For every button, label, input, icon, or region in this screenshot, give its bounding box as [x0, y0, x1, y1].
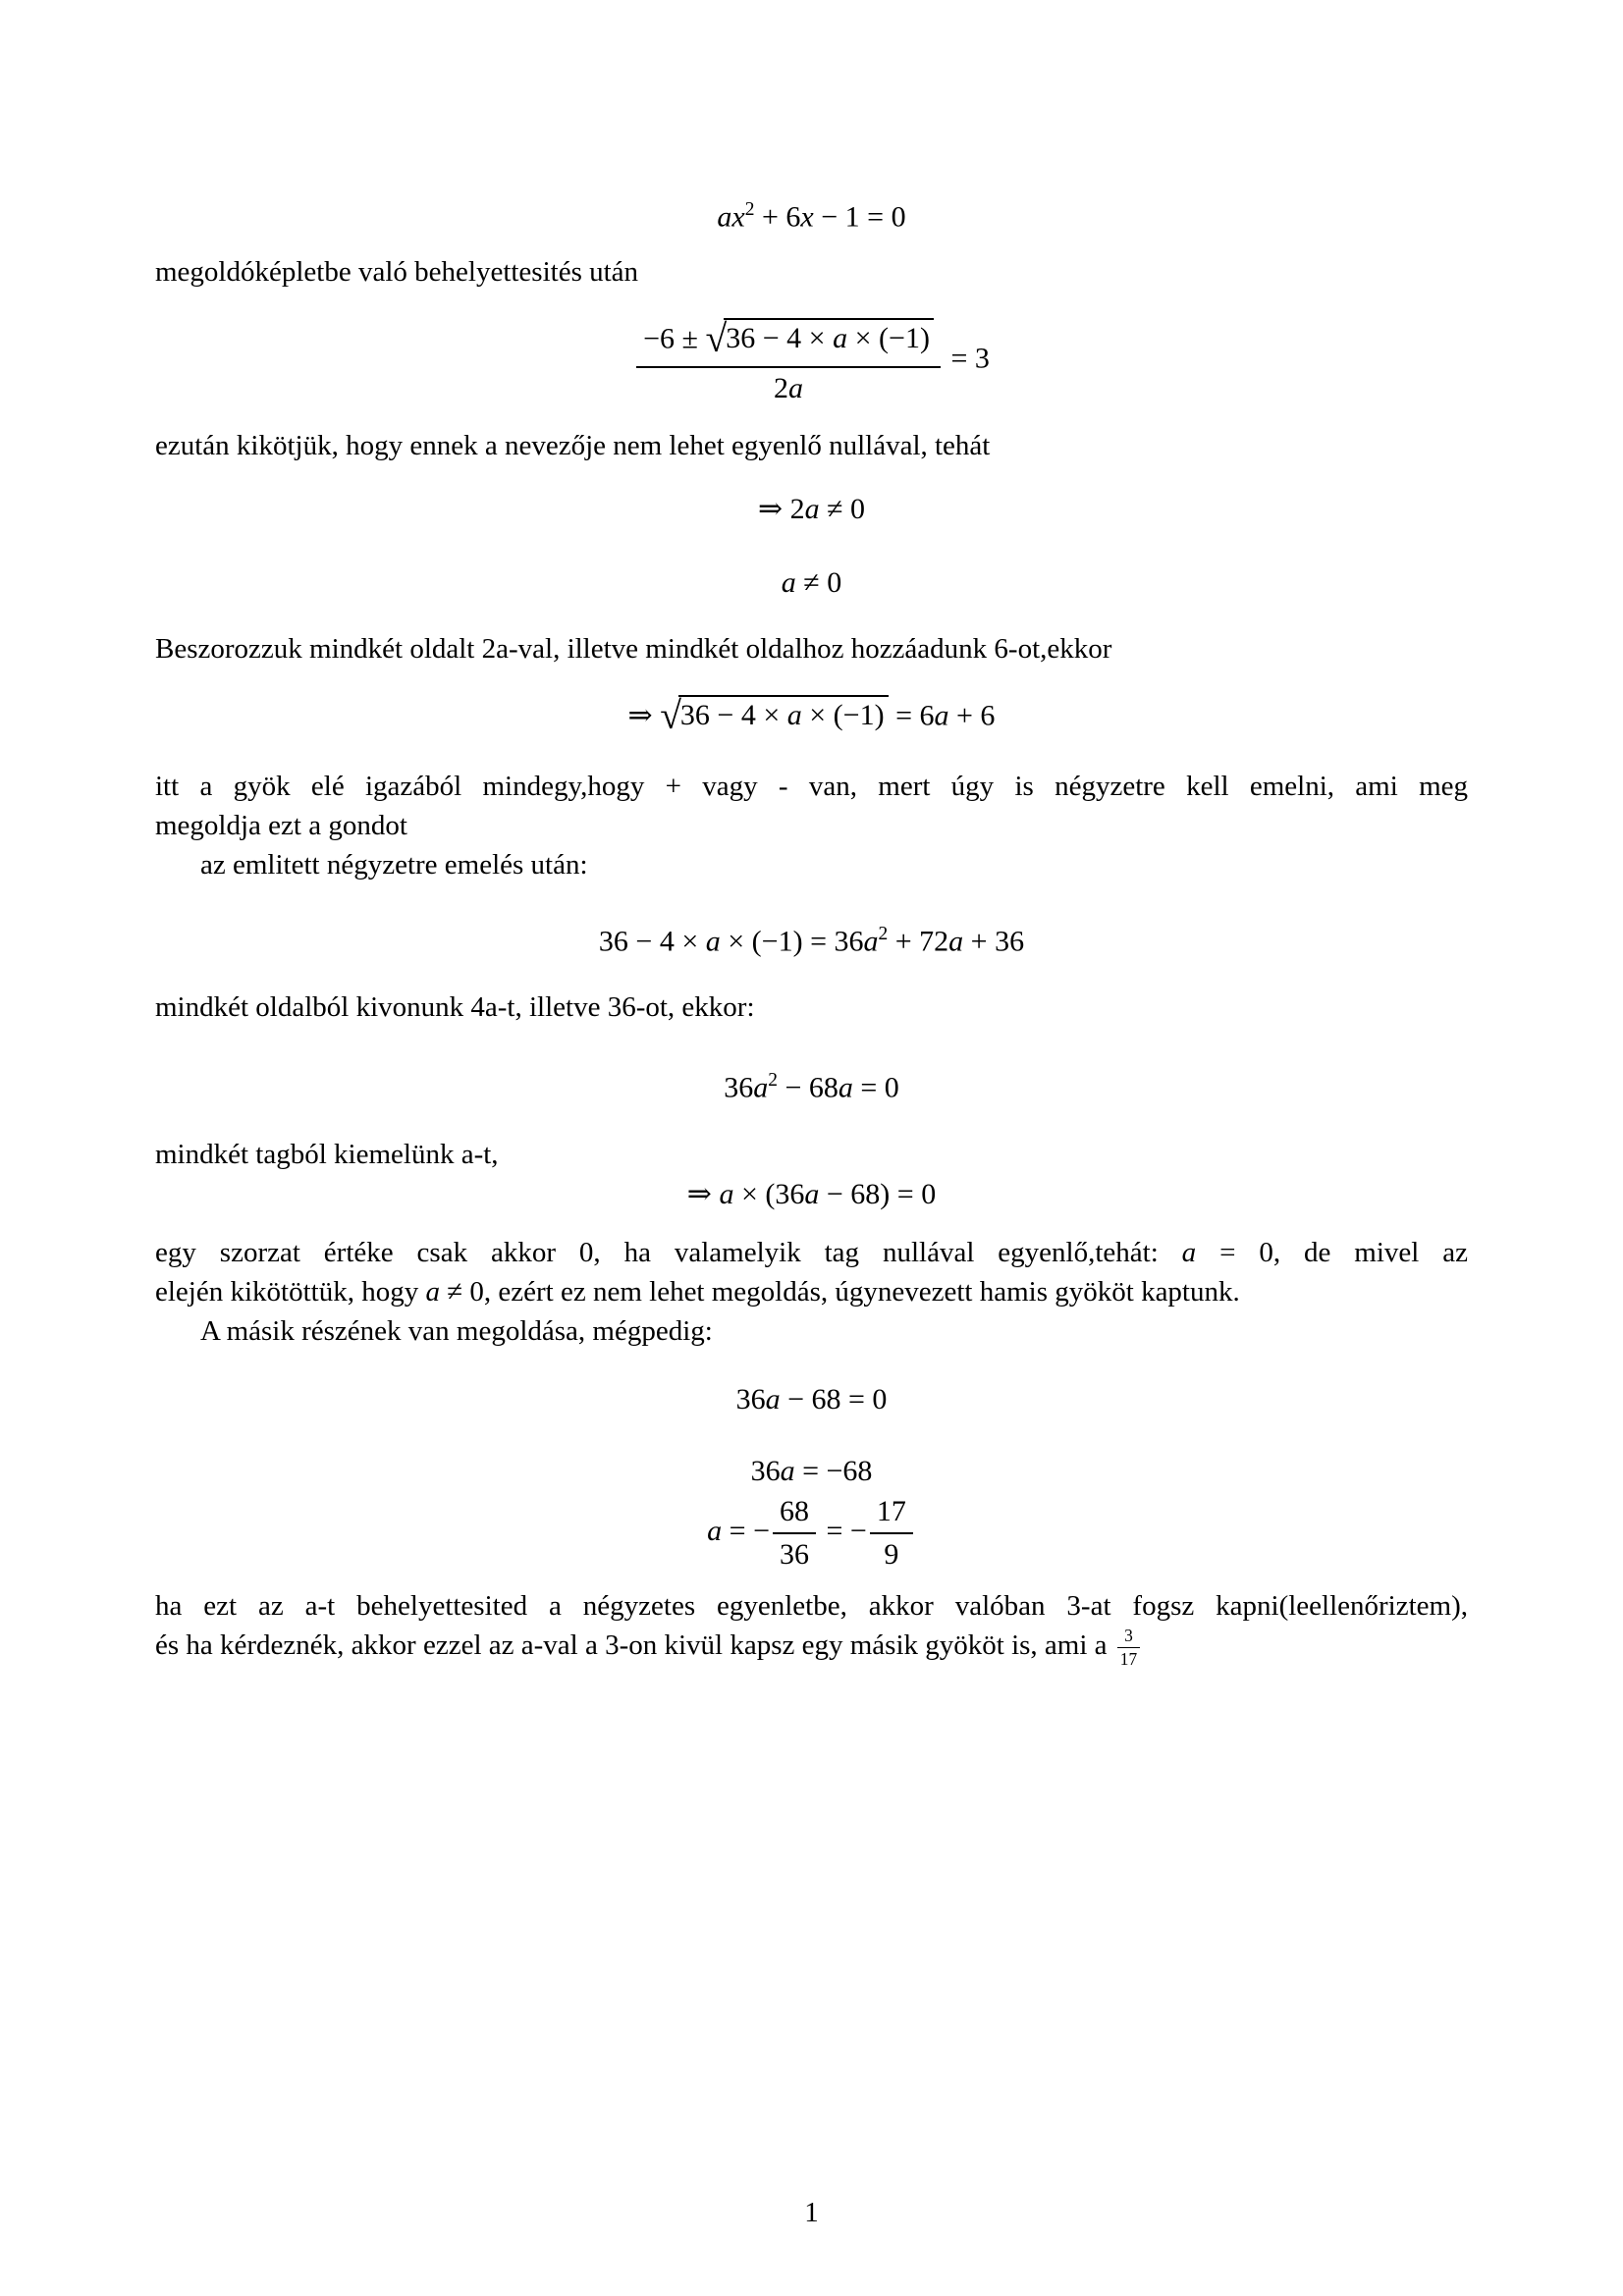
paragraph-ezutan-kikotjuk: ezután kikötjük, hogy ennek a nevezője nem lehet egyenlő nullával, tehát [155, 430, 991, 461]
paragraph-mindket-tagbol: mindkét tagból kiemelünk a-t, [155, 1139, 499, 1170]
paragraph-itt-a-gyok [155, 767, 1468, 845]
equation-sqrt-6a-plus-6: ⇒ √36 − 4 × a × (−1) = 6a + 6 [627, 694, 996, 737]
text-line: ha ezt az a-t behelyettesited a négyzetes egyenletbe, akkor valóban 3-at fogsz kapni(leellenőriztem), [155, 1590, 1468, 1622]
text-line: elején kikötöttük, hogy a ≠ 0, ezért ez nem lehet megoldás, úgynevezett hamis gyököt kaptunk. [155, 1276, 1240, 1308]
equation-a-value: a = − $\frac{68}{36}$ = − $\frac{17}{9}$ [155, 1494, 1468, 1573]
paragraph-egy-szorzat [155, 1233, 1468, 1311]
text-line: megoldja ezt a gondot [155, 810, 407, 841]
text-line: és ha kérdeznék, akkor ezzel az a-val a 3-on kivül kapsz egy másik gyököt is, ami a $\frac{3}{17}$ [155, 1626, 1468, 1670]
equation-quadratic: $ax^2 + 6x - 1 = 0$ [717, 199, 906, 234]
paragraph-mindket-oldalbol: mindkét oldalból kivonunk 4a-t, illetve 36-ot, ekkor: [155, 991, 755, 1023]
page-number: 1 [804, 2197, 819, 2228]
paragraph-a-masik: A másik részének van megoldása, mégpedig: [200, 1315, 713, 1347]
equation-expanded-square: $36 - 4 \times a \times (-1) = 36a^2 + 72a + 36$ [598, 924, 1025, 958]
equation-2a-not-zero: ⇒ 2a ≠ 0 [757, 493, 866, 525]
paragraph-beszorozzuk: Beszorozzuk mindkét oldalt 2a-val, illetve mindkét oldalhoz hozzáadunk 6-ot,ekkor [155, 633, 1112, 665]
paragraph-megoldokepletbe: megoldóképletbe való behelyettesités után [155, 256, 639, 288]
equation-36a-equals-minus-68: 36a = −68 [750, 1455, 873, 1487]
paragraph-az-emlitett: az emlitett négyzetre emelés után: [200, 849, 588, 881]
equation-36a-minus-68: 36a − 68 = 0 [735, 1383, 888, 1415]
text-line: egy szorzat értéke csak akkor 0, ha valamelyik tag nullával egyenlő,tehát: a = 0, de mivel az [155, 1237, 1468, 1268]
paragraph-ha-ezt [155, 1586, 1468, 1670]
equation-36a2-minus-68a: $36a^2 - 68a = 0$ [724, 1070, 899, 1104]
equation-factored: ⇒ a × (36a − 68) = 0 [686, 1178, 937, 1210]
text-line: itt a gyök elé igazából mindegy,hogy + vagy - van, mert úgy is négyzetre kell emelni, ami meg [155, 771, 1468, 802]
equation-quadratic-formula: $\frac{-6 \pm √36 - 4 \times a \times (-1)}{2a}$ = 3 [155, 316, 1468, 406]
equation-a-not-zero: a ≠ 0 [781, 566, 842, 599]
